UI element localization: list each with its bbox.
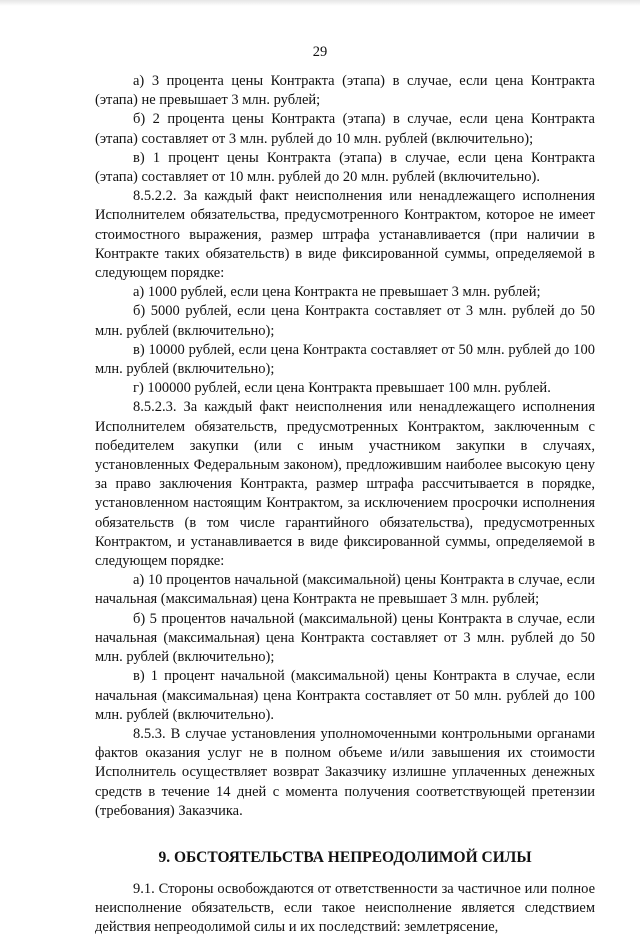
paragraph-3c: в) 1 процент цены Контракта (этапа) в случае, если цена Контракта (этапа) составляет от 10 млн. рублей до 20 млн. рублей (включительно). (95, 149, 595, 186)
paragraph-3b: б) 2 процента цены Контракта (этапа) в случае, если цена Контракта (этапа) составляет от 3 млн. рублей до 10 млн. рублей (включительно); (95, 111, 595, 147)
paragraph-fixed-a: а) 1000 рублей, если цена Контракта не превышает 3 млн. рублей; (133, 284, 541, 301)
paragraph-nmc-a: а) 10 процентов начальной (максимальной) цены Контракта в случае, если начальная (максимальная) цена Контракта не превышает 3 млн. рублей; (95, 572, 595, 608)
paragraph-fixed-c: в) 10000 рублей, если цена Контракта составляет от 50 млн. рублей до 100 млн. рублей (включительно); (95, 341, 595, 378)
paragraph-fixed-d: г) 100000 рублей, если цена Контракта превышает 100 млн. рублей. (133, 380, 551, 397)
scan-edge (0, 0, 640, 6)
paragraph-8-5-2-3: 8.5.2.3. За каждый факт неисполнения или ненадлежащего исполнения Исполнителем обязательств, предусмотренных Контрактом, заключенным с победителем закупки (или с иным участником закупки в случаях, установленных Федеральным законом), предложившим наиболее высокую цену за право заключения Контракта, размер штрафа рассчитывается в порядке, установленном настоящим Контрактом, за исключением просрочки исполнения обязательств (в том числе гарантийного обязательства), предусмотренных Контрактом, и устанавливается в виде фиксированной суммы, определяемой в следующем порядке: (95, 399, 595, 570)
page-number: 29 (312, 44, 328, 60)
paragraph-8-5-2-2: 8.5.2.2. За каждый факт неисполнения или ненадлежащего исполнения Исполнителем обязательства, предусмотренного Контрактом, которое не имеет стоимостного выражения, размер штрафа устанавливается (при наличии в Контракте таких обязательств) в виде фиксированной суммы, определяемой в следующем порядке: (95, 188, 595, 282)
paragraph-3a: а) 3 процента цены Контракта (этапа) в случае, если цена Контракта (этапа) не превышает 3 млн. рублей; (95, 73, 595, 109)
section-heading: 9. ОБСТОЯТЕЛЬСТВА НЕПРЕОДОЛИМОЙ СИЛЫ (158, 848, 532, 866)
document-body (95, 72, 595, 938)
paragraph-nmc-b: б) 5 процентов начальной (максимальной) цены Контракта в случае, если начальная (максимальная) цена Контракта составляет от 3 млн. рублей до 50 млн. рублей (включительно); (95, 610, 595, 666)
paragraph-nmc-c: в) 1 процент начальной (максимальной) цены Контракта в случае, если начальная (максимальная) цена Контракта составляет от 50 млн. рублей до 100 млн. рублей (включительно). (95, 668, 595, 723)
paragraph-fixed-b: б) 5000 рублей, если цена Контракта составляет от 3 млн. рублей до 50 млн. рублей (включительно); (95, 303, 595, 339)
paragraph-8-5-3: 8.5.3. В случае установления уполномоченными контрольными органами фактов оказания услуг не в полном объеме и/или завышения их стоимости Исполнитель осуществляет возврат Заказчику излишне уплаченных денежных средств в течение 14 дней с момента получения соответствующей претензии (требования) Заказчика. (95, 725, 595, 819)
paragraph-9-1: 9.1. Стороны освобождаются от ответственности за частичное или полное неисполнение обязательств, если такое неисполнение является следствием действия непреодолимой силы и их последствий: землетрясение, (95, 880, 595, 936)
